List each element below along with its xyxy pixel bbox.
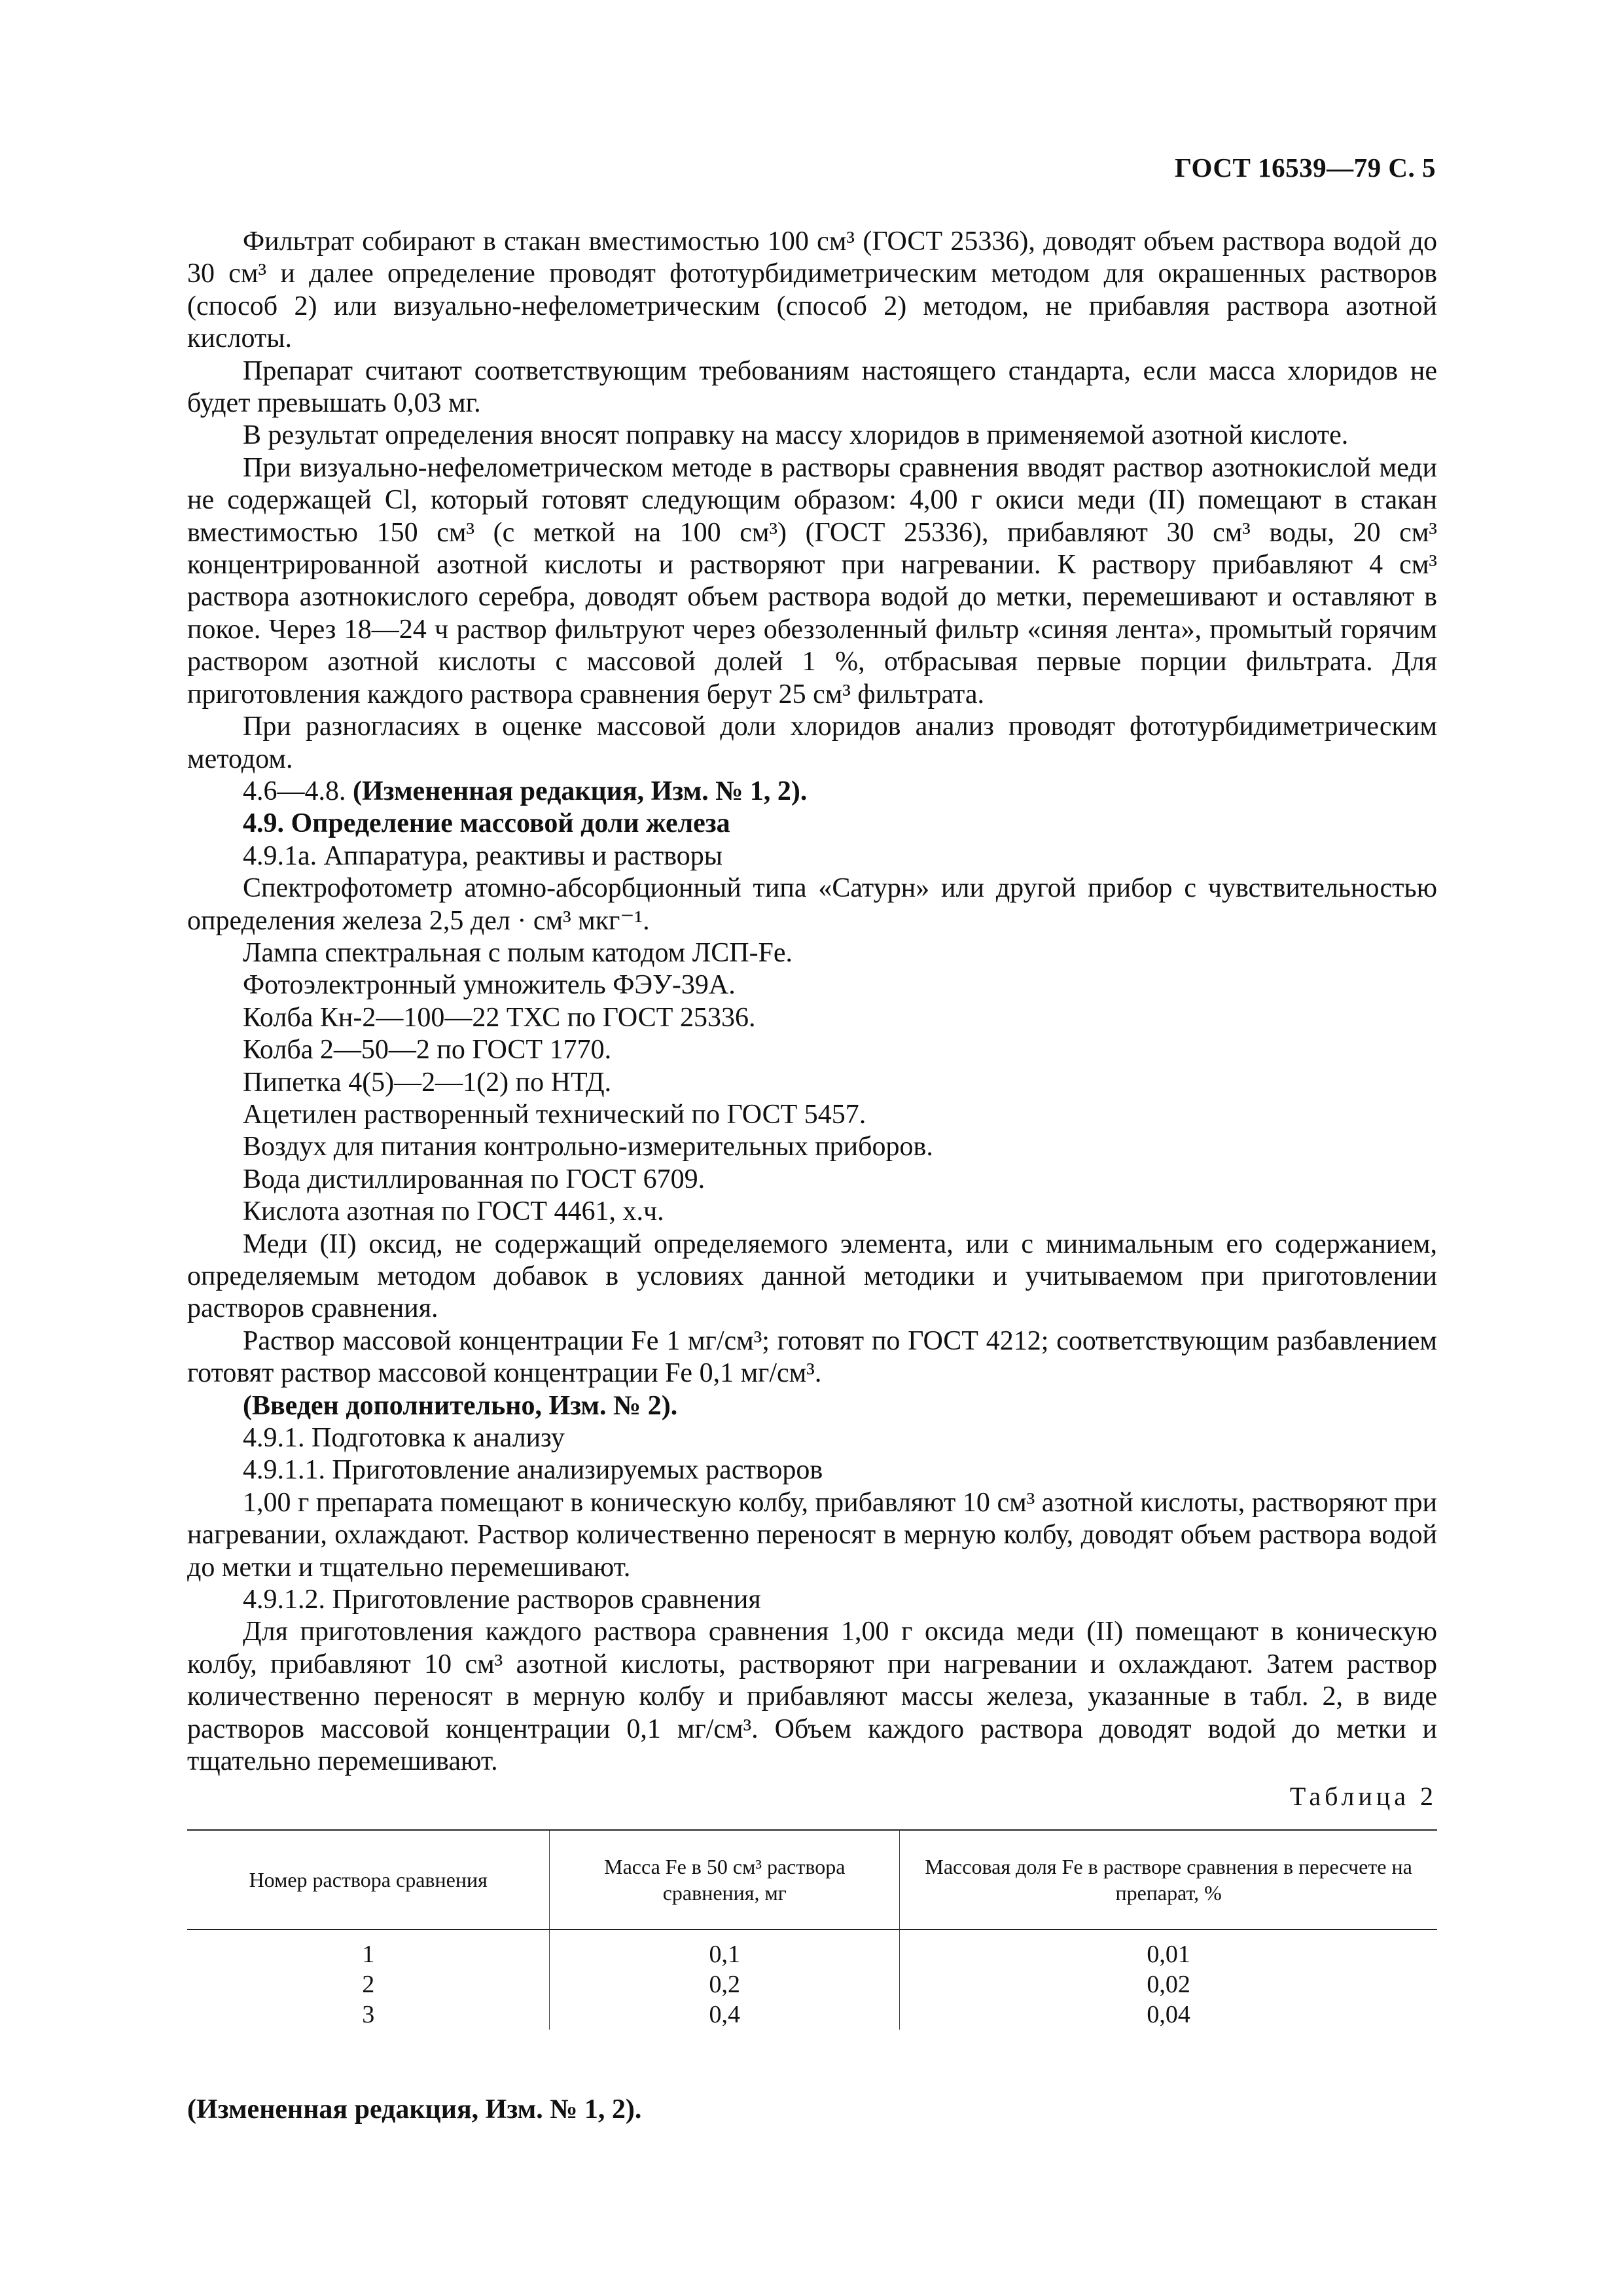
- table-cell: 0,01: [900, 1929, 1437, 1969]
- paragraph-nephelometric: При визуально-нефелометрическом методе в растворы сравнения вводят раствор азотнокислой меди не содержащей Cl, который готовят следующим образом: 4,00 г окиси меди (II) помещают в стакан вместимостью 150 см³ (с меткой на 100 см³) (ГОСТ 25336), прибавляют 30 см³ воды, 20 см³ концентрированной азотной кислоты и растворяют при нагревании. К раствору прибавляют 4 см³ раствора азотнокислого серебра, доводят объем раствора водой до метки, перемешивают и оставляют в покое. Через 18—24 ч раствор фильтруют через обеззоленный фильтр «синяя лента», промытый горячим раствором азотной кислоты с массовой долей 1 %, отбрасывая первые порции фильтрата. Для приготовления каждого раствора сравнения берут 25 см³ фильтрата.: [187, 452, 1437, 709]
- paragraph-revision-4-6: [187, 776, 1437, 808]
- equipment-item-multiplier: Фотоэлектронный умножитель ФЭУ-39А.: [243, 970, 736, 1001]
- paragraph-sample-prep: 1,00 г препарата помещают в коническую колбу, прибавляют 10 см³ азотной кислоты, растворяют при нагревании, охлаждают. Раствор количественно переносят в мерную колбу, доводят объем раствора водой до метки и тщательно перемешивают.: [187, 1487, 1437, 1583]
- column-header-fe-fraction: Массовая доля Fe в растворе сравнения в пересчете на препарат, %: [900, 1830, 1437, 1929]
- table-cell: 0,1: [550, 1929, 900, 1969]
- document-body: [187, 226, 1437, 2126]
- page-header: ГОСТ 16539—79 С. 5: [1174, 152, 1436, 183]
- table-cell: 3: [362, 2000, 375, 2028]
- subsection-heading-4-9-1-2: 4.9.1.2. Приготовление растворов сравнения: [243, 1585, 761, 1615]
- table-row: [187, 1969, 1437, 2000]
- table-cell: 1: [362, 1940, 375, 1968]
- paragraph-spectrophotometer: Спектрофотометр атомно-абсорбционный типа «Сатурн» или другой прибор с чувствительностью определения железа 2,5 дел · см³ мкг⁻¹.: [187, 873, 1437, 936]
- column-header-fe-mass: Масса Fe в 50 см³ раствора сравнения, мг: [550, 1830, 900, 1929]
- paragraph-compliance: Препарат считают соответствующим требованиям настоящего стандарта, если масса хлоридов не будет превышать 0,03 мг.: [187, 355, 1437, 419]
- table-header-row: [187, 1830, 1437, 1929]
- table-row: [187, 2000, 1437, 2030]
- table-cell: 0,4: [550, 2000, 900, 2030]
- paragraph-disagreement: При разногласиях в оценке массовой доли хлоридов анализ проводят фототурбидиметрическим методом.: [187, 711, 1437, 774]
- equipment-item-flask-kn: Колба Кн-2—100—22 ТХС по ГОСТ 25336.: [243, 1002, 756, 1033]
- reagent-item-nitric-acid: Кислота азотная по ГОСТ 4461, х.ч.: [243, 1196, 664, 1227]
- revision-note-added: (Введен дополнительно, Изм. № 2).: [243, 1390, 678, 1421]
- column-header-solution-number: Номер раствора сравнения: [187, 1830, 550, 1929]
- reagent-item-water: Вода дистиллированная по ГОСТ 6709.: [243, 1164, 705, 1194]
- section-range: 4.6—4.8.: [243, 776, 353, 806]
- reagent-item-air: Воздух для питания контрольно-измерительных приборов.: [243, 1132, 933, 1162]
- table-cell: 0,02: [900, 1969, 1437, 2000]
- equipment-item-flask-2-50: Колба 2—50—2 по ГОСТ 1770.: [243, 1035, 612, 1066]
- subsection-heading-4-9-1: 4.9.1. Подготовка к анализу: [243, 1423, 565, 1454]
- paragraph-fe-solution: Раствор массовой концентрации Fe 1 мг/см³; готовят по ГОСТ 4212; соответствующим разбавлением готовят раствор массовой концентрации Fe 0,1 мг/см³.: [187, 1325, 1437, 1389]
- table-cell: 2: [362, 1970, 375, 1998]
- paragraph-filtrate: Фильтрат собирают в стакан вместимостью 100 см³ (ГОСТ 25336), доводят объем раствора водой до 30 см³ и далее определение проводят фототурбидиметрическим методом для окрашенных растворов (способ 2) или визуально-нефелометрическим (способ 2) методом, не прибавляя раствора азотной кислоты.: [187, 226, 1437, 354]
- reagent-item-acetylene: Ацетилен растворенный технический по ГОСТ 5457.: [243, 1099, 866, 1130]
- table-cell: 0,04: [900, 2000, 1437, 2030]
- reagent-item-copper-oxide: Меди (II) оксид, не содержащий определяемого элемента, или с минимальным его содержанием, определяемым методом добавок в условиях данной методики и учитываемом при приготовлении растворов сравнения.: [187, 1229, 1437, 1324]
- table-caption: Таблица 2: [1289, 1781, 1437, 1811]
- reference-solutions-table: [187, 1829, 1437, 2030]
- footnote-revision: (Измененная редакция, Изм. № 1, 2).: [187, 2094, 642, 2125]
- paragraph-correction: В результат определения вносят поправку на массу хлоридов в применяемой азотной кислоте.: [243, 420, 1349, 451]
- section-heading-4-9: 4.9. Определение массовой доли железа: [243, 808, 730, 839]
- subsection-heading-4-9-1a: 4.9.1а. Аппаратура, реактивы и растворы: [243, 840, 722, 871]
- equipment-item-lamp: Лампа спектральная с полым катодом ЛСП-Fe.: [243, 937, 793, 968]
- table-cell: 0,2: [550, 1969, 900, 2000]
- subsection-heading-4-9-1-1: 4.9.1.1. Приготовление анализируемых растворов: [243, 1455, 823, 1486]
- paragraph-reference-prep: Для приготовления каждого раствора сравнения 1,00 г оксида меди (II) помещают в коническую колбу, прибавляют 10 см³ азотной кислоты, растворяют при нагревании и охлаждают. Затем раствор количественно переносят в мерную колбу и прибавляют массы железа, указанные в табл. 2, в виде растворов массовой концентрации 0,1 мг/см³. Объем каждого раствора доводят водой до метки и тщательно перемешивают.: [187, 1617, 1437, 1777]
- revision-note: (Измененная редакция, Изм. № 1, 2).: [353, 776, 808, 806]
- table-row: [187, 1929, 1437, 1969]
- equipment-item-pipette: Пипетка 4(5)—2—1(2) по НТД.: [243, 1067, 612, 1098]
